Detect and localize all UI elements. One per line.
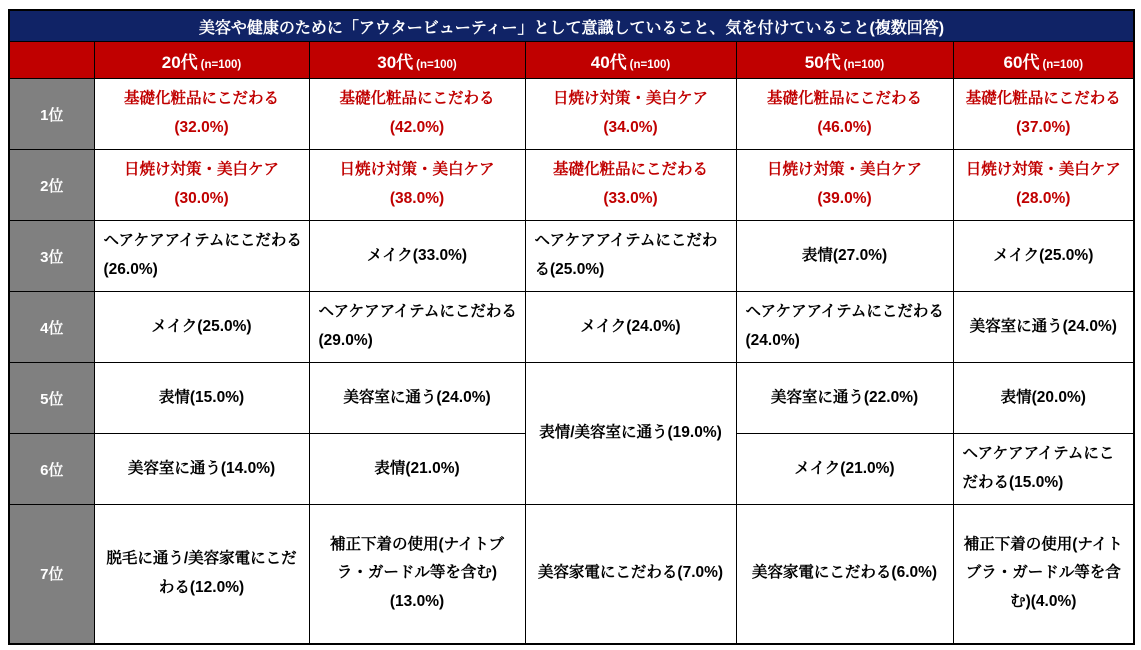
rank-cell-1: 1位 bbox=[9, 79, 94, 150]
header-corner-cell bbox=[9, 42, 94, 79]
header-20s-n: (n=100) bbox=[200, 58, 242, 71]
data-cell: 基礎化粧品にこだわる(32.0%) bbox=[94, 79, 309, 150]
title-row bbox=[9, 10, 1134, 42]
header-row bbox=[9, 42, 1134, 79]
data-cell: ヘアケアアイテムにこだわる(24.0%) bbox=[736, 292, 953, 363]
header-40s bbox=[525, 42, 736, 79]
rank-cell-5: 5位 bbox=[9, 363, 94, 434]
table-row-rank2 bbox=[9, 150, 1134, 221]
data-cell: メイク(24.0%) bbox=[525, 292, 736, 363]
data-cell: 日焼け対策・美白ケア(34.0%) bbox=[525, 79, 736, 150]
survey-ranking-table bbox=[8, 9, 1135, 645]
data-cell: 日焼け対策・美白ケア(30.0%) bbox=[94, 150, 309, 221]
data-cell: ヘアケアアイテムにこだわる(29.0%) bbox=[309, 292, 525, 363]
rank-cell-4: 4位 bbox=[9, 292, 94, 363]
header-30s bbox=[309, 42, 525, 79]
header-60s-age: 60代 bbox=[1003, 52, 1040, 72]
data-cell: 基礎化粧品にこだわる(37.0%) bbox=[953, 79, 1134, 150]
data-cell-merged-40s: 表情/美容室に通う(19.0%) bbox=[525, 363, 736, 505]
header-50s-age: 50代 bbox=[804, 52, 841, 72]
data-cell: メイク(25.0%) bbox=[94, 292, 309, 363]
header-60s bbox=[953, 42, 1134, 79]
data-cell: 日焼け対策・美白ケア(39.0%) bbox=[736, 150, 953, 221]
header-30s-age: 30代 bbox=[377, 52, 414, 72]
table-row-rank3 bbox=[9, 221, 1134, 292]
data-cell: 基礎化粧品にこだわる(42.0%) bbox=[309, 79, 525, 150]
header-50s bbox=[736, 42, 953, 79]
data-cell: 美容室に通う(24.0%) bbox=[309, 363, 525, 434]
header-60s-n: (n=100) bbox=[1042, 58, 1084, 71]
data-cell: メイク(25.0%) bbox=[953, 221, 1134, 292]
data-cell: ヘアケアアイテムにこだわる(25.0%) bbox=[525, 221, 736, 292]
data-cell: ヘアケアアイテムにこだわる(26.0%) bbox=[94, 221, 309, 292]
data-cell: 日焼け対策・美白ケア(28.0%) bbox=[953, 150, 1134, 221]
data-cell: 基礎化粧品にこだわる(33.0%) bbox=[525, 150, 736, 221]
rank-cell-2: 2位 bbox=[9, 150, 94, 221]
data-cell: 表情(20.0%) bbox=[953, 363, 1134, 434]
data-cell: 美容家電にこだわる(6.0%) bbox=[736, 505, 953, 644]
header-30s-n: (n=100) bbox=[416, 58, 457, 71]
rank-cell-6: 6位 bbox=[9, 434, 94, 505]
table-row-rank4 bbox=[9, 292, 1134, 363]
header-40s-age: 40代 bbox=[590, 52, 627, 72]
data-cell: 表情(15.0%) bbox=[94, 363, 309, 434]
table-row-rank5 bbox=[9, 363, 1134, 434]
data-cell: 美容室に通う(24.0%) bbox=[953, 292, 1134, 363]
table-row-rank1 bbox=[9, 79, 1134, 150]
data-cell: 美容室に通う(14.0%) bbox=[94, 434, 309, 505]
rank-cell-3: 3位 bbox=[9, 221, 94, 292]
header-20s bbox=[94, 42, 309, 79]
data-cell: 表情(21.0%) bbox=[309, 434, 525, 505]
data-cell: 美容家電にこだわる(7.0%) bbox=[525, 505, 736, 644]
data-cell: 基礎化粧品にこだわる(46.0%) bbox=[736, 79, 953, 150]
header-50s-n: (n=100) bbox=[843, 58, 885, 71]
data-cell: メイク(33.0%) bbox=[309, 221, 525, 292]
data-cell: メイク(21.0%) bbox=[736, 434, 953, 505]
data-cell: 脱毛に通う/美容家電にこだわる(12.0%) bbox=[94, 505, 309, 644]
table-title: 美容や健康のために「アウタービューティー」として意識していること、気を付けていること(複数回答) bbox=[9, 10, 1134, 42]
header-20s-age: 20代 bbox=[161, 52, 198, 72]
data-cell: 日焼け対策・美白ケア(38.0%) bbox=[309, 150, 525, 221]
table-row-rank7 bbox=[9, 505, 1134, 644]
rank-cell-7: 7位 bbox=[9, 505, 94, 644]
data-cell: 補正下着の使用(ナイトブラ・ガードル等を含む)(13.0%) bbox=[309, 505, 525, 644]
data-cell: 表情(27.0%) bbox=[736, 221, 953, 292]
data-cell: 補正下着の使用(ナイトブラ・ガードル等を含む)(4.0%) bbox=[953, 505, 1134, 644]
data-cell: ヘアケアアイテムにこだわる(15.0%) bbox=[953, 434, 1134, 505]
data-cell: 美容室に通う(22.0%) bbox=[736, 363, 953, 434]
header-40s-n: (n=100) bbox=[629, 58, 671, 71]
